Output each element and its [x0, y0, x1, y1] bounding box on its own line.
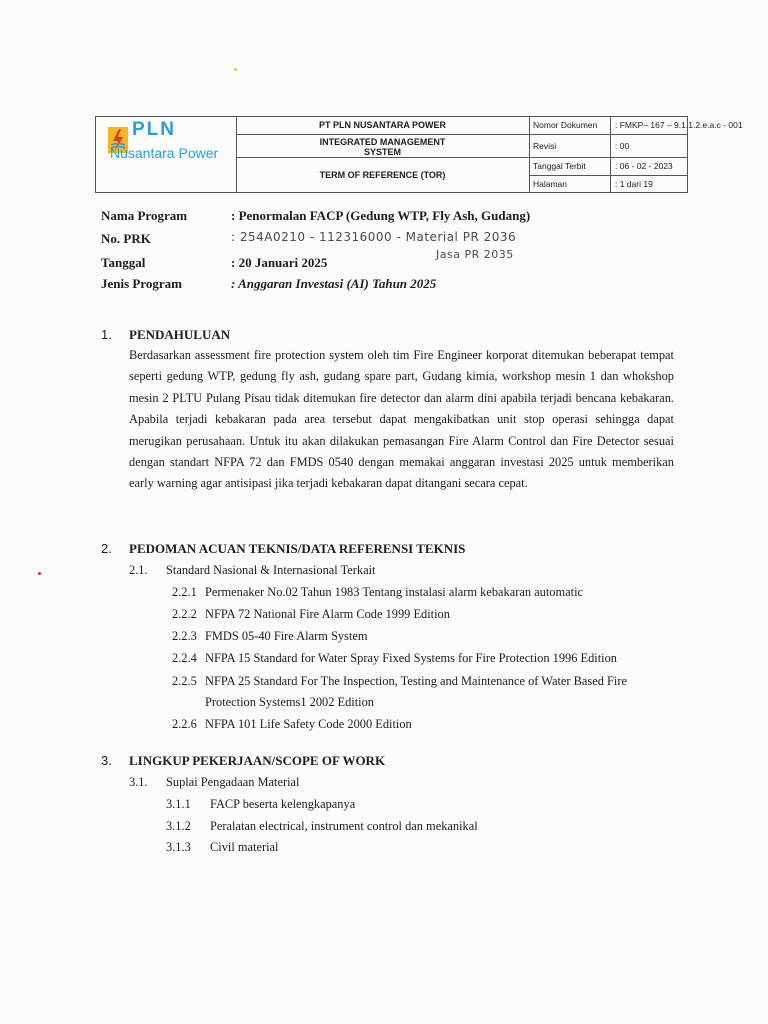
list-item-number: 2.2.5: [172, 674, 197, 688]
header-meta: [529, 117, 743, 192]
meta-value: : 00: [615, 141, 630, 151]
meta-label: Revisi: [529, 135, 611, 157]
list-item-number: 3.1.3: [166, 840, 191, 854]
company-name: PT PLN NUSANTARA POWER: [236, 117, 529, 135]
section-1-title: PENDAHULUAN: [129, 327, 231, 342]
list-item-text: NFPA 25 Standard For The Inspection, Testing and Maintenance of Water Based Fire: [205, 674, 627, 688]
subsection-3-1-title: Suplai Pengadaan Material: [166, 775, 300, 789]
list-item-number: 2.2.6: [172, 717, 197, 731]
section-2-number: 2.: [101, 541, 112, 556]
program-type-value: : Anggaran Investasi (AI) Tahun 2025: [231, 276, 437, 291]
date-label: Tanggal: [101, 255, 146, 270]
system-name-line1: INTEGRATED MANAGEMENT: [319, 137, 446, 147]
list-item-text: Permenaker No.02 Tahun 1983 Tentang instalasi alarm kebakaran automatic: [205, 585, 584, 599]
system-name-line2: SYSTEM: [363, 147, 401, 157]
section-3-title: LINGKUP PEKERJAAN/SCOPE OF WORK: [129, 753, 386, 768]
date-value: : 20 Januari 2025: [231, 255, 328, 270]
program-type-label: Jenis Program: [101, 276, 182, 291]
list-item-text: FACP beserta kelengkapanya: [210, 797, 356, 811]
document-type: TERM OF REFERENCE (TOR): [319, 170, 446, 180]
list-item-number: 2.2.2: [172, 607, 197, 621]
list-item-number: 3.1.2: [166, 819, 191, 833]
list-item-number: 3.1.1: [166, 797, 191, 811]
program-name-label: Nama Program: [101, 208, 188, 223]
header-middle-cell: [236, 117, 530, 192]
scan-speck: [234, 68, 237, 71]
logo-brand-text: PLN: [132, 119, 176, 140]
meta-row: [529, 176, 687, 192]
meta-value: : 1 dari 19: [615, 179, 653, 189]
meta-row: [529, 158, 687, 176]
meta-row: [529, 135, 687, 158]
subsection-2-1-number: 2.1.: [129, 563, 148, 577]
meta-label: Halaman: [529, 176, 611, 192]
meta-value: : FMKP– 167 – 9.1.1.2.e.a.c - 001: [615, 120, 743, 130]
document-header-table: [95, 116, 743, 193]
list-item-text: Civil material: [210, 840, 279, 854]
logo-subtitle-text: Nusantara Power: [110, 145, 219, 161]
logo-cell: [96, 117, 237, 192]
scan-speck: [38, 572, 41, 575]
subsection-2-1-title: Standard Nasional & Internasional Terkait: [166, 563, 376, 577]
subsection-3-1-number: 3.1.: [129, 775, 148, 789]
meta-label: Tanggal Terbit: [529, 158, 611, 175]
list-item-number: 2.2.3: [172, 629, 197, 643]
list-item-text: FMDS 05-40 Fire Alarm System: [205, 629, 368, 643]
section-1-paragraph: Berdasarkan assessment fire protection system oleh tim Fire Engineer korporat ditemukan beberapat tempat seperti gedung WTP, gedung fly ash, gudang spare part, Gudang kimia, workshop mesin 1 dan whokshop mesin 2 PLTU Pulang Pisau tidak ditemukan fire detector dan alarm dini apabila terjadi bencana kebakaran. Apabila terjadi kebakaran pada area tersebut dapat mengakibatkan unit stop operasi sehingga dapat merugikan perusahaan. Untuk itu akan dilakukan pemasangan Fire Alarm Control dan Fire Detector sesuai dengan standart NFPA 72 dan FMDS 0540 dengan memakai anggaran investasi 2025 untuk memberikan early warning agar antisipasi jika terjadi kebakaran dapat ditangani secara cepat.: [129, 348, 674, 491]
meta-value: : 06 - 02 - 2023: [615, 161, 673, 171]
list-item-text: NFPA 101 Life Safety Code 2000 Edition: [205, 717, 412, 731]
system-name: [236, 135, 529, 158]
list-item-text: Peralatan electrical, instrument control dan mekanikal: [210, 819, 478, 833]
list-item-text-continued: Protection Systems1 2002 Edition: [205, 695, 374, 709]
prk-note-handwritten: Jasa PR 2035: [436, 248, 514, 261]
prk-value-handwritten: : 254A0210 - 112316000 - Material PR 2036: [231, 230, 517, 244]
meta-label: Nomor Dokumen: [529, 117, 611, 134]
section-1-number: 1.: [101, 327, 112, 342]
meta-row: [529, 117, 743, 135]
section-2-title: PEDOMAN ACUAN TEKNIS/DATA REFERENSI TEKNIS: [129, 541, 466, 556]
program-name-value: : Penormalan FACP (Gedung WTP, Fly Ash, Gudang): [231, 208, 531, 223]
prk-label: No. PRK: [101, 231, 151, 246]
list-item-text: NFPA 15 Standard for Water Spray Fixed Systems for Fire Protection 1996 Edition: [205, 651, 617, 665]
list-item-number: 2.2.1: [172, 585, 197, 599]
list-item-number: 2.2.4: [172, 651, 197, 665]
section-3-number: 3.: [101, 753, 112, 768]
list-item-text: NFPA 72 National Fire Alarm Code 1999 Edition: [205, 607, 450, 621]
